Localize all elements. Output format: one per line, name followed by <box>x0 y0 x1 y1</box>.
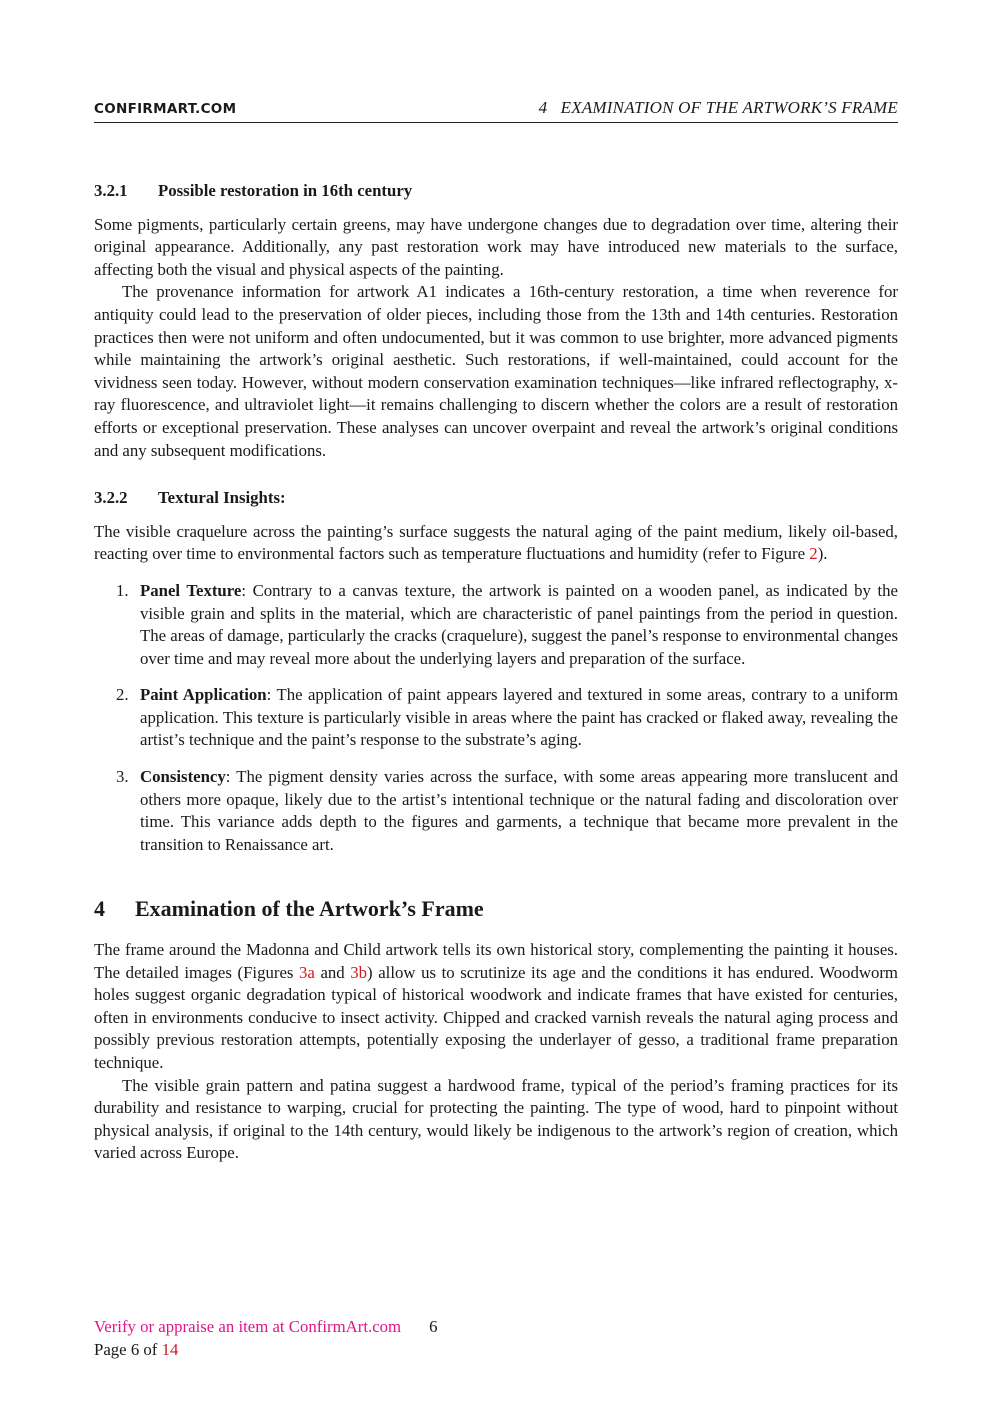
list-item-term: Consistency <box>140 767 226 787</box>
paragraph: The provenance information for artwork A1 indicates a 16th-century restoration, a time when reverence for antiquity could lead to the preservation of older pieces, including those from the 13th and 14th centuries. Restoration practices then were not uniform and often undocumented, but it was common to use brighter, more advanced pigments while maintaining the artwork’s original aesthetic. Such restorations, if well-maintained, could account for the vividness seen today. However, without modern conservation examination techniques—like infrared reflectography, x-ray fluorescence, and ultraviolet light—it remains challenging to discern whether the colors are a result of restoration efforts or exceptional preservation. These analyses can uncover overpaint and reveal the artwork’s original conditions and any subsequent modifications. <box>94 282 898 460</box>
subsection-number: 3.2.1 <box>94 181 128 200</box>
figure-3a-link[interactable]: 3a <box>299 962 315 982</box>
list-item <box>94 580 898 670</box>
list-item <box>94 766 898 856</box>
paragraph: Some pigments, particularly certain greens, may have undergone changes due to degradation over time, altering their original appearance. Additionally, any past restoration work may have introduced new materials to the surface, affecting both the visual and physical aspects of the painting. <box>94 214 898 279</box>
list-item-term: Paint Application <box>140 685 267 705</box>
subsection-title: Textural Insights: <box>158 488 286 508</box>
list-marker: 1. <box>116 580 129 600</box>
page-number: 6 <box>429 1317 438 1336</box>
subsection-heading-3-2-1 <box>94 180 898 203</box>
figure-3b-link[interactable]: 3b <box>350 962 368 982</box>
subsection-heading-3-2-2 <box>94 487 898 510</box>
section-heading-4 <box>94 898 898 921</box>
running-head: 4 EXAMINATION OF THE ARTWORK’S FRAME <box>538 98 898 117</box>
section-number: 4 <box>94 896 105 922</box>
subsection-title: Possible restoration in 16th century <box>158 181 413 200</box>
list-item-text: : The application of paint appears layered and textured in some areas, contrary to a uniform application. This texture is particularly visible in areas where the paint has cracked or flaked away, revealing the artist’s technique and the paint’s response to the substrate’s aging. <box>140 685 898 750</box>
list-item-term: Panel Texture <box>140 580 242 600</box>
list-item-text: : The pigment density varies across the surface, with some areas appearing more translucent and others more opaque, likely due to the artist’s intentional technique or the natural fading and discoloration over time. This variance adds depth to the figures and garments, a technique that became more prevalent in the transition to Renaissance art. <box>140 767 898 854</box>
paragraph: The visible grain pattern and patina suggest a hardwood frame, typical of the period’s framing practices for its durability and resistance to warping, crucial for protecting the painting. The type of wood, hard to pinpoint without physical analysis, if original to the 14th century, would likely be indigenous to the artwork’s region of creation, which varied across Europe. <box>94 1075 898 1163</box>
list-item-text: : Contrary to a canvas texture, the artwork is painted on a wooden panel, as indicated by the visible grain and splits in the material, which are characteristic of panel paintings from the period in question. The areas of damage, particularly the cracks (craquelure), suggest the panel’s response to environmental changes over time and may reveal more about the underlying layers and preparation of the surface. <box>140 580 898 668</box>
page-count-prefix: Page 6 of <box>94 1340 162 1359</box>
confirmart-logo[interactable]: CONFIRMART.COM <box>94 101 237 117</box>
page-header <box>94 98 898 123</box>
page-footer <box>94 1315 437 1361</box>
paragraph <box>94 939 898 1075</box>
footer-line-2 <box>94 1338 437 1361</box>
paragraph <box>94 521 898 566</box>
paragraph-text: ). <box>817 544 828 564</box>
total-pages-link[interactable]: 14 <box>161 1340 179 1359</box>
footer-line-1 <box>94 1315 437 1338</box>
paragraph-text: and <box>314 962 351 982</box>
numbered-list <box>94 580 898 857</box>
list-marker: 3. <box>116 767 129 787</box>
paragraph-text: ) allow us to scrutinize its age and the conditions it has endured. Woodworm holes suggest organic degradation typical of historical woodwork and indicate frames that have existed for centuries, often in environments conducive to insect activity. Chipped and cracked varnish reveals the natural aging process and possibly previous restoration attempts, potentially exposing the underlayer of gesso, a traditional frame preparation technique. <box>94 962 898 1072</box>
paragraph-text: The visible craquelure across the painting’s surface suggests the natural aging of the paint medium, likely oil-based, reacting over time to environmental factors such as temperature fluctuations and humidity (refer to Figure <box>94 521 898 564</box>
subsection-number: 3.2.2 <box>94 488 128 508</box>
paragraph-text: The frame around the Madonna and Child artwork tells its own historical story, complementing the painting it houses. The detailed images (Figures <box>94 940 898 982</box>
section-title: Examination of the Artwork’s Frame <box>135 896 484 922</box>
list-marker: 2. <box>116 685 129 705</box>
page-content <box>94 180 898 1165</box>
figure-2-link[interactable]: 2 <box>809 544 818 564</box>
confirmart-promo-link[interactable]: Verify or appraise an item at ConfirmArt.com <box>94 1317 402 1336</box>
list-item <box>94 684 898 752</box>
